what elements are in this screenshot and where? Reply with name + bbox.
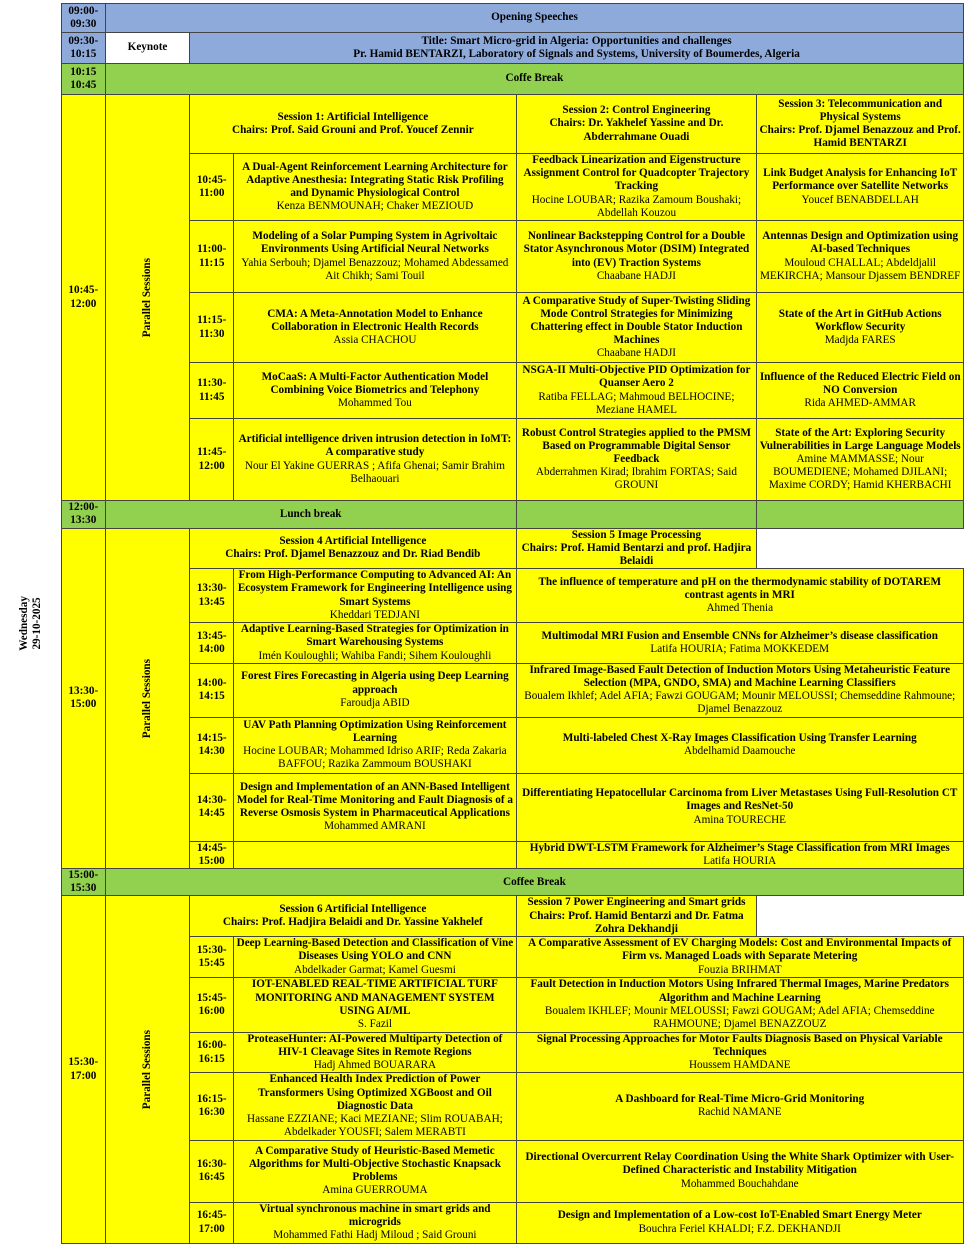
paper-authors: Chaabane HADJI — [596, 269, 677, 282]
slot-time: 13:30- 13:45 — [190, 569, 234, 623]
opening-title: Opening Speeches — [105, 4, 963, 33]
program-schedule-table — [2, 3, 964, 1244]
paper-title: Link Budget Analysis for Enhancing IoT Performance over Satellite Networks — [763, 167, 958, 193]
keynote-time: 09:30- 10:15 — [61, 33, 105, 64]
paper-cell — [234, 937, 516, 978]
paper-title: A Dual-Agent Reinforcement Learning Architecture for Adaptive Anesthesia: Integrating Static Risk Profiling and Dynamic Physiological Control — [242, 160, 508, 200]
paper-cell — [757, 363, 964, 419]
keynote-title: Title: Smart Micro-grid in Algeria: Opportunities and challenges — [421, 34, 732, 47]
paper-cell — [234, 977, 516, 1032]
paper-cell — [234, 569, 516, 623]
paper-cell — [234, 1140, 516, 1202]
paper-authors: Hadj Ahmed BOUARARA — [313, 1059, 437, 1072]
paper-cell — [516, 419, 757, 501]
block2-time: 13:30- 15:00 — [61, 528, 105, 869]
keynote-label: Keynote — [105, 33, 189, 64]
parallel-sessions-label: Parallel Sessions — [140, 257, 153, 338]
paper-authors: Bouchra Feriel KHALDI; F.Z. DEKHANDJI — [638, 1222, 841, 1235]
paper-title: CMA: A Meta-Annotation Model to Enhance Collaboration in Electronic Health Records — [267, 307, 483, 333]
paper-cell — [234, 663, 516, 717]
paper-title: Forest Fires Forecasting in Algeria using Deep Learning approach — [241, 670, 509, 696]
paper-authors: Nour El Yakine GUERRAS ; Afifa Ghenai; Samir Brahim Belhaouari — [244, 459, 505, 485]
paper-authors: Rachid NAMANE — [697, 1106, 782, 1119]
paper-authors: Mohammed AMRANI — [324, 820, 426, 833]
paper-title: A Comparative Study of Super-Twisting Sliding Mode Control Strategies for Minimizing Chattering effect in Double Stator Induction Machines — [522, 294, 751, 347]
session-header-1 — [190, 95, 516, 154]
paper-title: Design and Implementation of an ANN-Based Intelligent Model for Real-Time Monitoring and Fault Diagnosis of a Reverse Osmosis System in Pharmaceutical Applications — [236, 780, 513, 820]
paper-authors: Boualem Ikhlef; Adel AFIA; Fawzi GOUGAM; Mounir MELOUSSI; Chemseddine Rahmoune; Djamel Benazzouz — [524, 690, 956, 716]
session-title: Session 4 Artificial Intelligence — [279, 535, 427, 548]
paper-title: UAV Path Planning Optimization Using Reinforcement Learning — [243, 718, 507, 744]
paper-authors: Assia CHACHOU — [333, 334, 417, 347]
paper-title: Feedback Linearization and Eigenstructure Assignment Control for Quadcopter Trajectory Tracking — [523, 154, 750, 193]
session-title: Session 6 Artificial Intelligence — [279, 903, 427, 916]
paper-cell — [757, 221, 964, 293]
paper-authors: Mohammed Bouchahdane — [680, 1177, 799, 1190]
paper-authors: Madjda FARES — [824, 334, 896, 347]
slot-time: 11:45- 12:00 — [190, 419, 234, 501]
slot-time: 10:45- 11:00 — [190, 154, 234, 221]
session-header-1 — [190, 896, 516, 937]
day-label-cell — [2, 4, 61, 1244]
break2-label: Coffee Break — [105, 869, 963, 896]
paper-cell — [757, 293, 964, 363]
paper-cell — [516, 937, 963, 978]
session-header-3 — [757, 95, 964, 154]
paper-title: A Comparative Study of Heuristic-Based Memetic Algorithms for Multi-Objective Stochastic Knapsack Problems — [248, 1144, 501, 1184]
paper-title: Design and Implementation of a Low-cost IoT-Enabled Smart Energy Meter — [557, 1209, 922, 1222]
paper-cell — [516, 1202, 963, 1243]
block3-session-header-row — [2, 896, 964, 937]
paper-title: Modeling of a Solar Pumping System in Agrivoltaic Environments Using Artificial Neural Networks — [252, 230, 498, 256]
lunch-time: 12:00- 13:30 — [61, 501, 105, 528]
slot-time: 16:30- 16:45 — [190, 1140, 234, 1202]
paper-cell — [516, 1073, 963, 1140]
session-header-2 — [516, 528, 757, 569]
session-header-1 — [190, 528, 516, 569]
paper-cell — [234, 293, 516, 363]
paper-title: Antennas Design and Optimization using AI-based Techniques — [762, 230, 959, 256]
session-chairs: Chairs: Prof. Djamel Benazzouz and Prof. Hamid BENTARZI — [759, 124, 961, 150]
paper-cell — [757, 154, 964, 221]
paper-authors: Houssem HAMDANE — [688, 1059, 791, 1072]
slot-time: 14:15- 14:30 — [190, 717, 234, 773]
paper-authors: S. Fazil — [357, 1018, 392, 1030]
paper-cell — [516, 293, 757, 363]
paper-authors: Fouzia BRIHMAT — [697, 963, 782, 976]
slot-time: 11:15- 11:30 — [190, 293, 234, 363]
paper-title: Hybrid DWT-LSTM Framework for Alzheimer’s Stage Classification from MRI Images — [529, 841, 950, 854]
paper-authors: Hocine LOUBAR; Razika Zamoum Boushaki; Abdellah Kouzou — [531, 193, 742, 219]
paper-cell — [516, 841, 963, 868]
paper-authors: Abdelkader Garmat; Kamel Guesmi — [293, 963, 456, 976]
paper-authors: Mohammed Tou — [337, 397, 412, 410]
paper-title: Enhanced Health Index Prediction of Power Transformers Using Optimized XGBoost and Oil Diagnostic Data — [258, 1073, 492, 1112]
block2-parallel-label — [105, 528, 189, 869]
session-title: Session 7 Power Engineering and Smart grids — [527, 896, 746, 909]
paper-cell — [516, 569, 963, 623]
opening-row — [2, 4, 964, 33]
slot-time: 13:45- 14:00 — [190, 623, 234, 664]
block1-parallel-label — [105, 95, 189, 501]
session-header-2 — [516, 896, 757, 937]
paper-authors: Rida AHMED-AMMAR — [804, 397, 916, 410]
paper-cell — [516, 1140, 963, 1202]
slot-time: 15:45- 16:00 — [190, 977, 234, 1032]
paper-title: Nonlinear Backstepping Control for a Double Stator Asynchronous Motor (DSIM) Integrated into (EV) Traction Systems — [523, 230, 750, 269]
paper-title: NSGA-II Multi-Objective PID Optimization for Quanser Aero 2 — [522, 364, 751, 390]
paper-title: Multi-labeled Chest X-Ray Images Classification Using Transfer Learning — [562, 731, 917, 744]
lunch-empty-cell — [516, 501, 757, 528]
paper-title: State of the Art: Exploring Security Vulnerabilities in Large Language Models — [759, 426, 961, 452]
paper-cell — [516, 363, 757, 419]
paper-authors: Amina TOURECHE — [693, 813, 787, 826]
paper-title: Influence of the Reduced Electric Field on NO Conversion — [759, 370, 961, 396]
paper-title: Differentiating Hepatocellular Carcinoma from Liver Metastases Using Full-Resolution CT Images and ResNet-50 — [522, 787, 958, 813]
paper-authors: Amina GUERROUMA — [322, 1184, 428, 1197]
slot-time: 16:45- 17:00 — [190, 1202, 234, 1243]
paper-title: Robust Control Strategies applied to the PMSM Based on Programmable Digital Sensor Feedback — [521, 426, 751, 465]
paper-cell — [516, 623, 963, 664]
slot-time: 14:30- 14:45 — [190, 773, 234, 841]
parallel-sessions-label: Parallel Sessions — [140, 1029, 153, 1110]
paper-authors: Kenza BENMOUNAH; Chaker MEZIOUD — [276, 200, 474, 213]
paper-cell — [234, 363, 516, 419]
paper-cell — [516, 663, 963, 717]
session-header-2 — [516, 95, 757, 154]
paper-cell — [234, 623, 516, 664]
paper-title: Infrared Image-Based Fault Detection of Induction Motors Using Metaheuristic Feature Selection (MPA, GNDO, SMA) and Machine Learning Classifiers — [529, 663, 951, 689]
lunch-label: Lunch break — [105, 501, 516, 528]
break2-time: 15:00- 15:30 — [61, 869, 105, 896]
paper-cell — [234, 221, 516, 293]
slot-time: 15:30- 15:45 — [190, 937, 234, 978]
paper-title: IOT-ENABLED REAL-TIME ARTIFICIAL TURF MONITORING AND MANAGEMENT SYSTEM USING AI/ML — [251, 978, 498, 1017]
paper-authors: Amine MAMMASSE; Nour BOUMEDIENE; Mohamed DJILANI; Maxime CORDY; Hamid KHERBACHI — [768, 452, 952, 492]
session-title: Session 3: Telecommunication and Physical Systems — [778, 97, 943, 123]
session-chairs: Chairs: Prof. Said Grouni and Prof. Youcef Zennir — [231, 124, 474, 136]
session-title: Session 1: Artificial Intelligence — [277, 110, 429, 123]
paper-cell — [234, 154, 516, 221]
break1-time: 10:15 10:45 — [61, 64, 105, 95]
paper-authors: Boualem IKHLEF; Mounir MELOUSSI; Fawzi GOUGAM; Adel AFIA; Chemseddine RAHMOUNE; Djamel BENAZZOUZ — [544, 1004, 935, 1030]
paper-cell — [757, 419, 964, 501]
paper-cell — [516, 977, 963, 1032]
parallel-sessions-label: Parallel Sessions — [140, 658, 153, 738]
paper-cell — [516, 773, 963, 841]
paper-authors: Hassane EZZIANE; Kaci MEZIANE; Slim ROUABAH; Abdelkader YOUSFI; Salem MERABTI — [247, 1113, 503, 1139]
paper-cell — [234, 419, 516, 501]
paper-cell — [516, 221, 757, 293]
day-label — [18, 596, 45, 651]
paper-cell — [234, 1073, 516, 1140]
paper-cell — [516, 154, 757, 221]
paper-title: A Dashboard for Real-Time Micro-Grid Monitoring — [615, 1093, 865, 1106]
paper-cell — [234, 717, 516, 773]
paper-authors: Latifa HOURIA — [703, 854, 777, 867]
session-title: Session 2: Control Engineering — [562, 104, 711, 117]
paper-title: State of the Art in GitHub Actions Workflow Security — [778, 307, 942, 333]
paper-title: A Comparative Assessment of EV Charging Models: Cost and Environmental Impacts of Firm vs. Managed Loads with Separate Metering — [528, 937, 952, 963]
block3-time: 15:30- 17:00 — [61, 896, 105, 1243]
session-chairs: Chairs: Prof. Hamid Bentarzi and prof. Hadjira Belaidi — [521, 541, 752, 567]
paper-title: The influence of temperature and pH on the thermodynamic stability of DOTAREM contrast agents in MRI — [538, 575, 942, 602]
paper-authors: Hocine LOUBAR; Mohammed Idriso ARIF; Reda Zakaria BAFFOU; Razika Zammoum BOUSHAKI — [243, 745, 507, 771]
block2-session-header-row — [2, 528, 964, 569]
paper-authors: Youcef BENABDELLAH — [801, 193, 919, 206]
break2-row — [2, 869, 964, 896]
session-chairs: Chairs: Prof. Hadjira Belaidi and Dr. Yassine Yakhelef — [222, 916, 483, 929]
day-date: 29-10-2025 — [31, 597, 44, 650]
session-chairs: Chairs: Dr. Yakhelef Yassine and Dr. Abderrahmane Ouadi — [549, 117, 724, 143]
paper-cell — [234, 1032, 516, 1073]
paper-cell — [516, 717, 963, 773]
block1-time: 10:45- 12:00 — [61, 95, 105, 501]
block1-session-header-row — [2, 95, 964, 154]
paper-title: Fault Detection in Induction Motors Using Infrared Thermal Images, Marine Predators Algorithm and Machine Learning — [530, 978, 950, 1004]
paper-cell — [234, 841, 516, 868]
paper-title: From High-Performance Computing to Advanced AI: An Ecosystem Framework for Engineering Intelligence using Smart Systems — [237, 569, 512, 608]
paper-title: Signal Processing Approaches for Motor Faults Diagnosis Based on Physical Variable Techniques — [536, 1032, 943, 1058]
keynote-cell — [190, 33, 964, 64]
break1-row — [2, 64, 964, 95]
paper-title: Deep Learning-Based Detection and Classification of Vine Diseases Using YOLO and CNN — [236, 937, 514, 963]
keynote-row — [2, 33, 964, 64]
keynote-speaker: Pr. Hamid BENTARZI, Laboratory of Signals and Systems, University of Boumerdes, Algeria — [353, 48, 800, 60]
paper-authors: Ahmed Thenia — [706, 602, 774, 615]
paper-cell — [234, 1202, 516, 1243]
paper-title: Artificial intelligence driven intrusion detection in IoMT: A comparative study — [238, 433, 512, 459]
paper-cell — [234, 773, 516, 841]
paper-authors: Abdelhamid Daamouche — [683, 745, 796, 758]
paper-authors: Ratiba FELLAG; Mahmoud BELHOCINE; Meziane HAMEL — [538, 390, 735, 416]
paper-authors: Yahia Serbouh; Djamel Benazzouz; Mohamed Abdessamed Ait Chikh; Sami Touil — [241, 256, 509, 282]
slot-time: 16:00- 16:15 — [190, 1032, 234, 1073]
paper-title: Multimodal MRI Fusion and Ensemble CNNs for Alzheimer’s disease classification — [541, 629, 938, 642]
paper-title: Virtual synchronous machine in smart grids and microgrids — [259, 1202, 491, 1228]
break1-label: Coffe Break — [105, 64, 963, 95]
paper-authors: Latifa HOURIA; Fatima MOKKEDEM — [650, 642, 830, 655]
session-title: Session 5 Image Processing — [571, 528, 702, 541]
paper-authors: Chaabane HADJI — [596, 347, 677, 360]
paper-title: Adaptive Learning-Based Strategies for Optimization in Smart Warehousing Systems — [240, 623, 509, 649]
lunch-empty-cell — [757, 501, 964, 528]
paper-authors: Faroudja ABID — [340, 696, 410, 709]
slot-time: 11:00- 11:15 — [190, 221, 234, 293]
paper-authors: Kheddari TEDJANI — [329, 608, 421, 621]
paper-cell — [516, 1032, 963, 1073]
slot-time: 14:45- 15:00 — [190, 841, 234, 868]
block3-parallel-label — [105, 896, 189, 1243]
schedule-body — [2, 4, 964, 1244]
lunch-row — [2, 501, 964, 528]
paper-title: Directional Overcurrent Relay Coordination Using the White Shark Optimizer with User-Defined Characteristic and Instability Mitigation — [525, 1151, 955, 1177]
paper-authors: Mohammed Fathi Hadj Miloud ; Said Grouni — [273, 1229, 477, 1242]
paper-authors: Imén Kouloughli; Wahiba Fandi; Sihem Kouloughli — [258, 649, 492, 662]
paper-title: ProteaseHunter: AI-Powered Multiparty Detection of HIV-1 Cleavage Sites in Remote Regions — [247, 1032, 503, 1058]
session-chairs: Chairs: Prof. Djamel Benazzouz and Dr. Riad Bendib — [225, 548, 481, 561]
slot-time: 14:00- 14:15 — [190, 663, 234, 717]
opening-time: 09:00- 09:30 — [61, 4, 105, 33]
paper-authors: Mouloud CHALLAL; Abdeldjalil MEKIRCHA; Mansour Djassem BENDREF — [759, 256, 961, 282]
session-chairs: Chairs: Prof. Hamid Bentarzi and Dr. Fatma Zohra Dekhandji — [529, 909, 744, 935]
slot-time: 16:15- 16:30 — [190, 1073, 234, 1140]
day-weekday: Wednesday — [17, 595, 30, 651]
paper-title: MoCaaS: A Multi-Factor Authentication Model Combining Voice Biometrics and Telephony — [261, 370, 489, 396]
slot-time: 11:30- 11:45 — [190, 363, 234, 419]
paper-authors: Abderrahmen Kirad; Ibrahim FORTAS; Said GROUNI — [535, 466, 737, 492]
